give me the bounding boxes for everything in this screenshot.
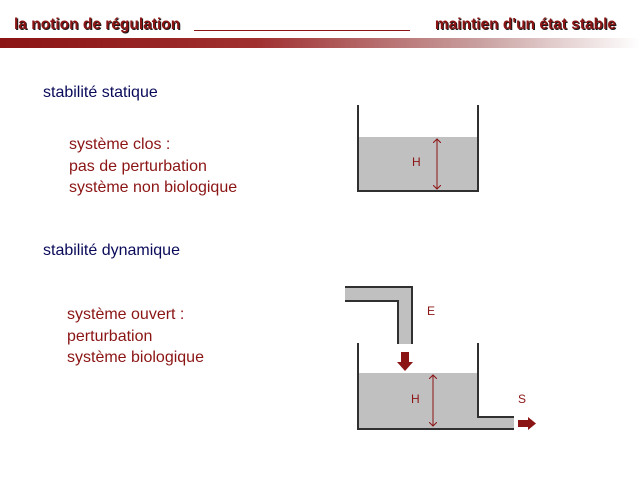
inflow-pipe-fill bbox=[345, 287, 412, 344]
static-section-title: stabilité statique bbox=[43, 84, 158, 101]
outflow-pipe-fill bbox=[477, 417, 514, 428]
static-level-label: H bbox=[412, 155, 421, 169]
static-item-non-biological: système non biologique bbox=[69, 179, 238, 196]
inflow-pipe-inner-wall bbox=[345, 301, 398, 344]
static-item-closed-system: système clos : bbox=[69, 136, 171, 153]
static-item-no-perturbation: pas de perturbation bbox=[69, 157, 207, 175]
inflow-arrow-icon bbox=[397, 352, 413, 371]
dynamic-item-perturbation: perturbation bbox=[67, 327, 153, 345]
header-title-right: maintien d'un état stable bbox=[434, 16, 616, 33]
dynamic-section-title: stabilité dynamique bbox=[43, 242, 180, 259]
dynamic-level-label: H bbox=[411, 392, 420, 406]
dynamic-item-open-system: système ouvert : bbox=[67, 306, 185, 323]
outflow-label: S bbox=[518, 392, 527, 406]
dynamic-tank-walls-right-outflow bbox=[478, 343, 514, 417]
static-tank bbox=[358, 105, 478, 191]
outflow-arrow-icon bbox=[518, 417, 536, 430]
inflow-label: E bbox=[427, 304, 436, 318]
dynamic-tank bbox=[358, 343, 536, 430]
dynamic-item-biological: système biologique bbox=[67, 349, 204, 366]
header-title-left: la notion de régulation bbox=[14, 16, 181, 33]
